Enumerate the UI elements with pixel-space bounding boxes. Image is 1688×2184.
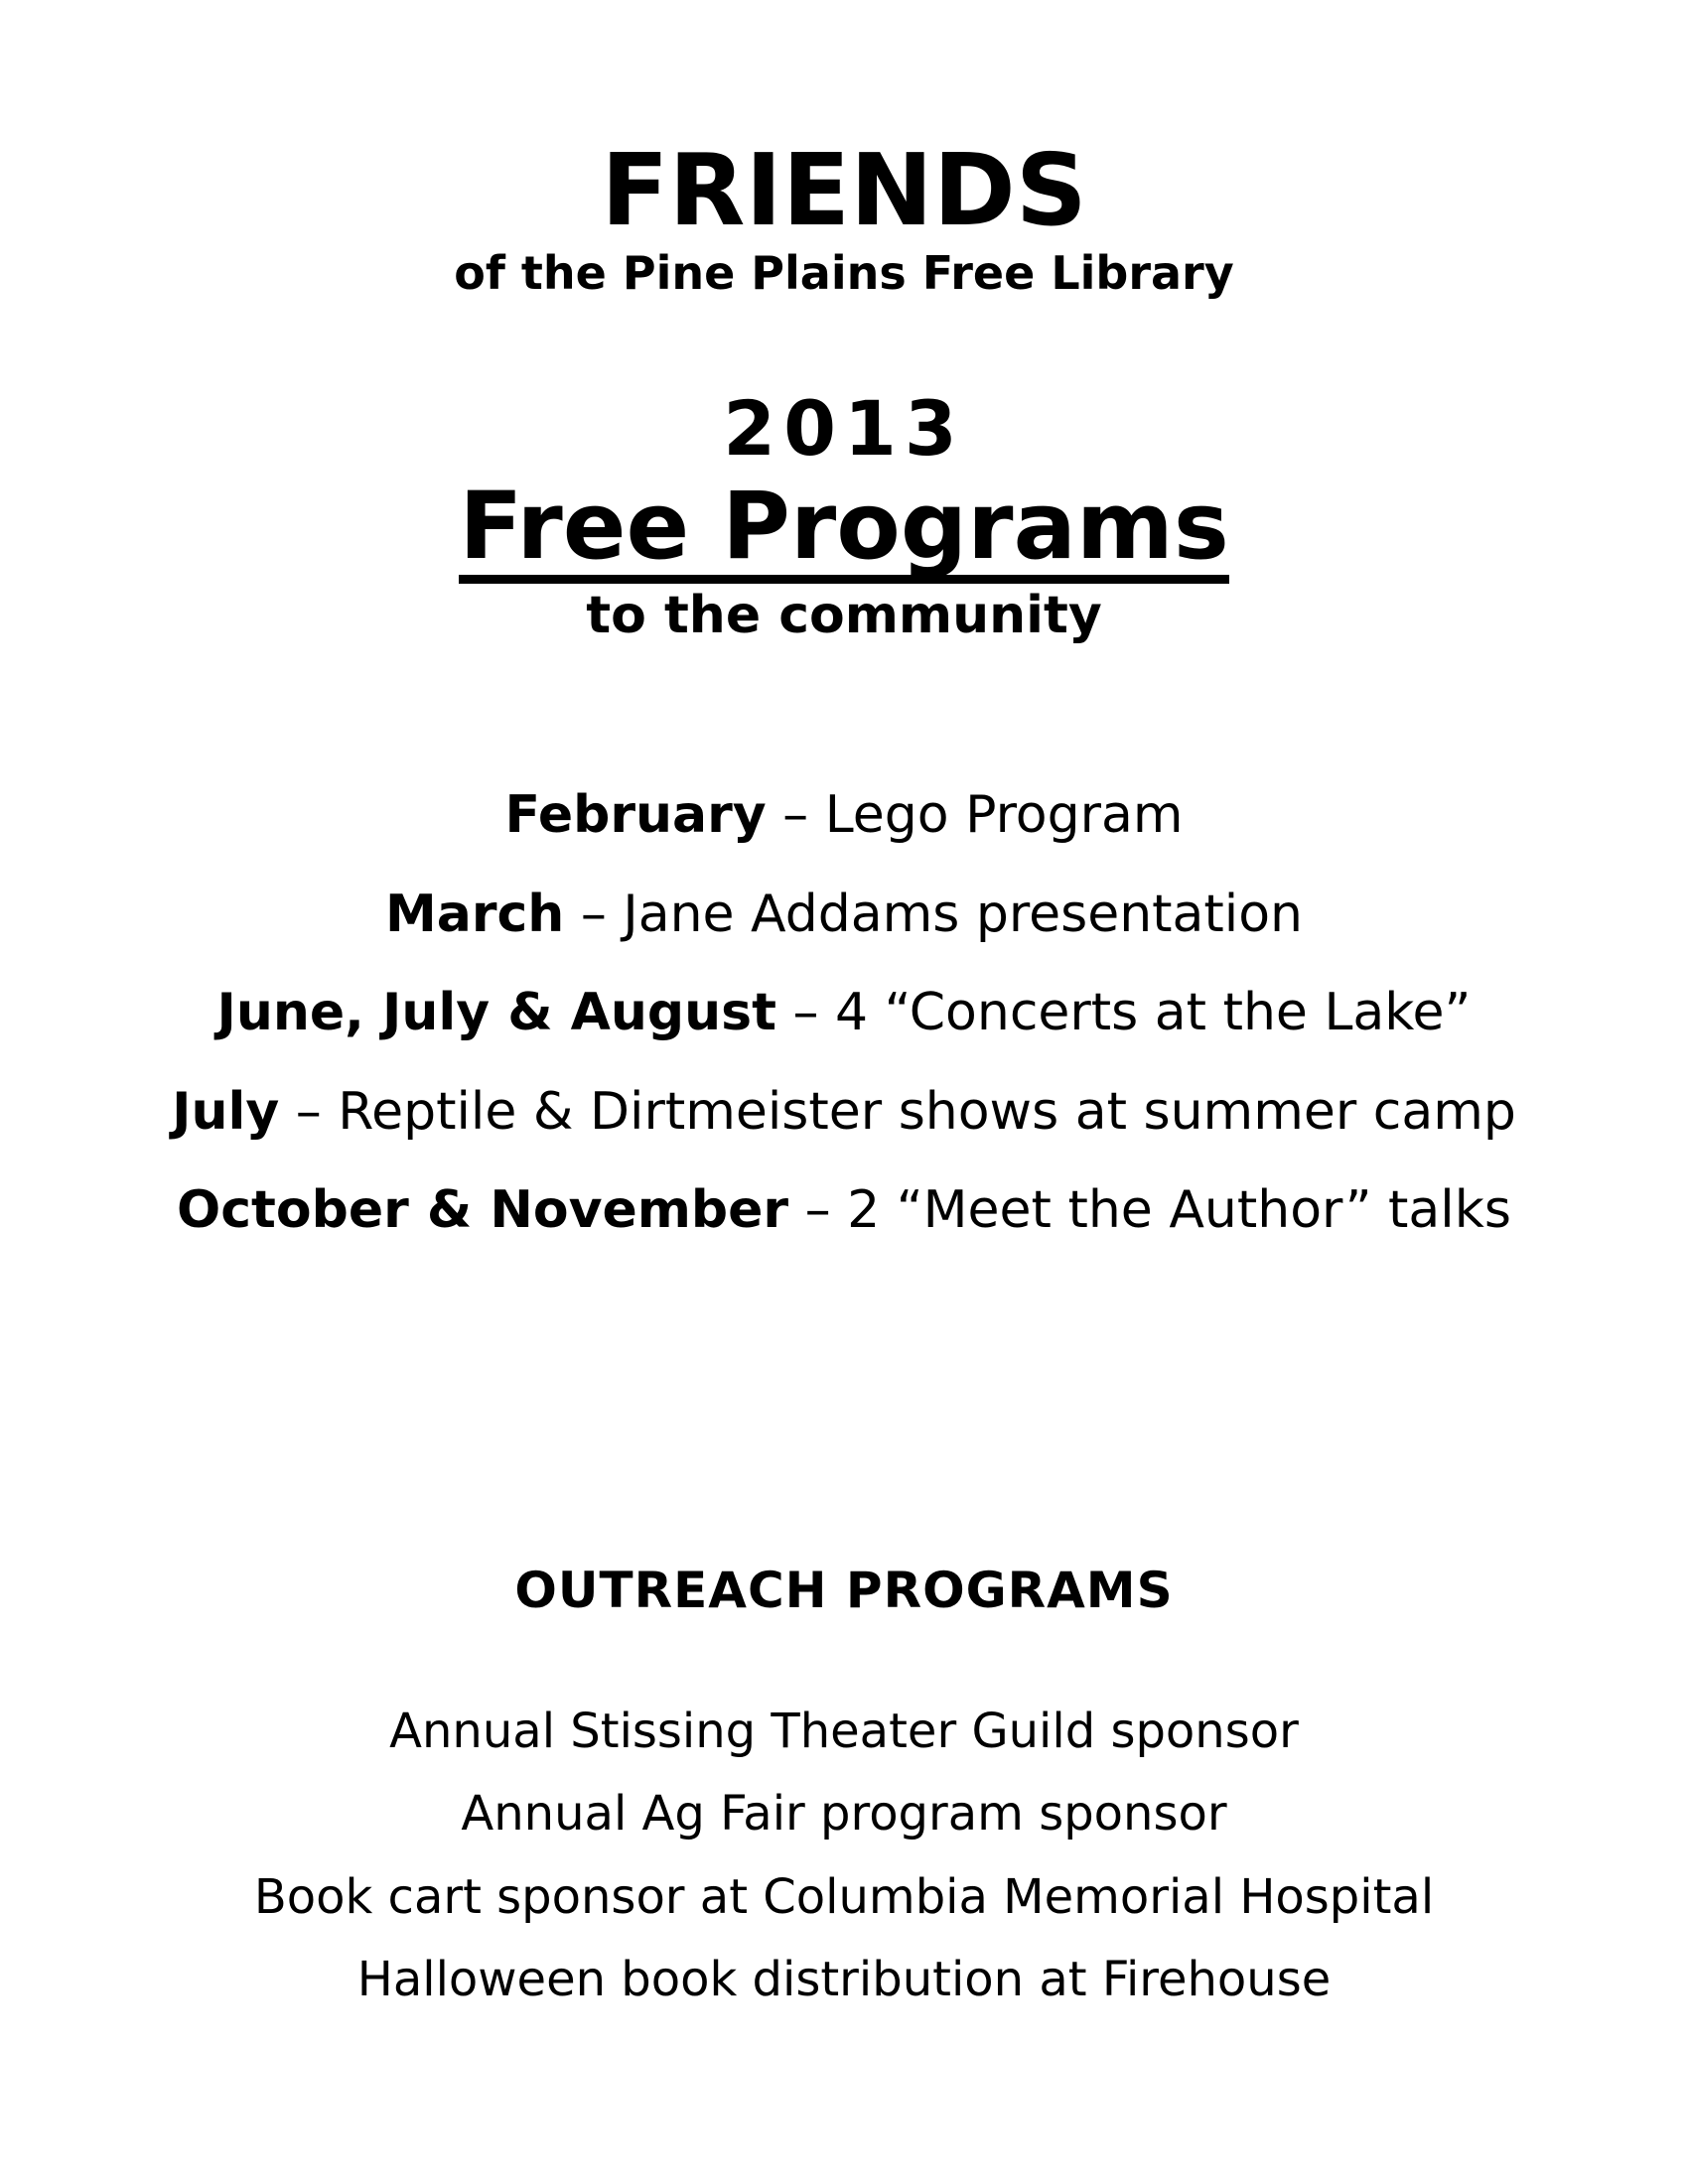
title-subtitle: to the community bbox=[586, 586, 1102, 645]
program-separator: – bbox=[564, 884, 624, 944]
program-item bbox=[0, 983, 1688, 1043]
outreach-item: Annual Stissing Theater Guild sponsor bbox=[389, 1703, 1299, 1759]
outreach-item: Book cart sponsor at Columbia Memorial Hospital bbox=[253, 1868, 1435, 1925]
programs-list bbox=[0, 785, 1688, 1241]
outreach-item: Halloween book distribution at Firehouse bbox=[356, 1952, 1332, 2008]
main-title bbox=[0, 473, 1688, 584]
program-period: February bbox=[504, 785, 767, 845]
org-name: FRIENDS bbox=[601, 132, 1087, 248]
year-heading: 2013 bbox=[723, 384, 965, 473]
program-description: 4 “Concerts at the Lake” bbox=[835, 983, 1472, 1043]
program-item bbox=[0, 785, 1688, 845]
program-period: October & November bbox=[177, 1180, 789, 1241]
program-description: Jane Addams presentation bbox=[623, 884, 1304, 944]
program-separator: – bbox=[775, 983, 836, 1043]
program-separator: – bbox=[788, 1180, 848, 1241]
program-period: June, July & August bbox=[216, 983, 776, 1043]
program-description: Reptile & Dirtmeister shows at summer camp bbox=[338, 1081, 1516, 1142]
program-period: March bbox=[384, 884, 565, 944]
outreach-heading: OUTREACH PROGRAMS bbox=[514, 1561, 1174, 1619]
program-period: July bbox=[172, 1081, 280, 1142]
program-separator: – bbox=[279, 1081, 339, 1142]
program-item bbox=[0, 1180, 1688, 1241]
program-item bbox=[0, 884, 1688, 944]
program-description: 2 “Meet the Author” talks bbox=[847, 1180, 1511, 1241]
org-subtitle: of the Pine Plains Free Library bbox=[454, 246, 1234, 300]
program-item bbox=[0, 1081, 1688, 1142]
outreach-list bbox=[0, 1703, 1688, 2008]
program-separator: – bbox=[766, 785, 825, 845]
main-title-text: Free Programs bbox=[459, 480, 1229, 584]
outreach-item: Annual Ag Fair program sponsor bbox=[461, 1786, 1227, 1843]
program-description: Lego Program bbox=[824, 785, 1184, 845]
